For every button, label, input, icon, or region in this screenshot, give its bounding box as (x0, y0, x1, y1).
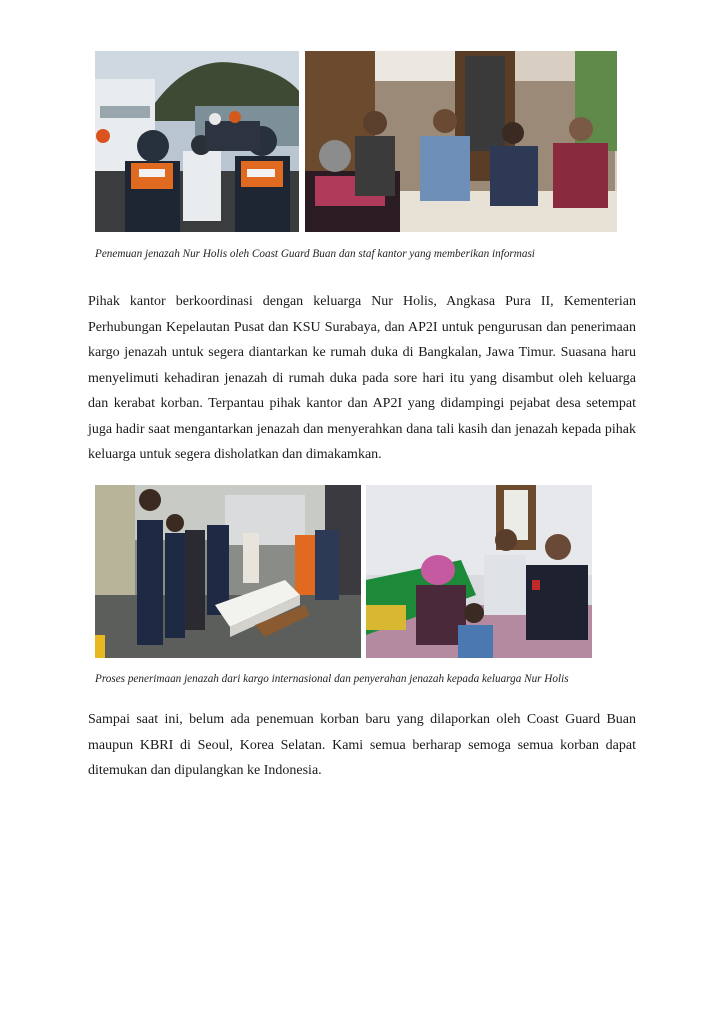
body-paragraph: Sampai saat ini, belum ada penemuan korban baru yang dilaporkan oleh Coast Guard Buan maupun KBRI di Seoul, Korea Selatan. Kami semua berharap semoga semua korban dapat ditemukan dan dipulangkan ke Indonesia. (88, 712, 636, 778)
figure-caption: Proses penerimaan jenazah dari kargo internasional dan penyerahan jenazah kepada keluarga Nur Holis (95, 673, 569, 685)
photo-cargo-terminal (95, 485, 361, 658)
photo-family-living-room (305, 51, 617, 232)
photo-coast-guard-harbor (95, 51, 299, 232)
photo-casket-handover (366, 485, 592, 658)
figure-caption: Penemuan jenazah Nur Holis oleh Coast Guard Buan dan staf kantor yang memberikan informasi (95, 248, 535, 260)
body-paragraph: Pihak kantor berkoordinasi dengan keluarga Nur Holis, Angkasa Pura II, Kementerian Perhubungan Kepelautan Pusat dan KSU Surabaya, dan AP2I untuk pengurusan dan penerimaan kargo jenazah untuk segera diantarkan ke rumah duka di Bangkalan, Jawa Timur. Suasana haru menyelimuti kehadiran jenazah di rumah duka pada sore hari itu yang disambut oleh keluarga dan kerabat korban. Terpantau pihak kantor dan AP2I yang didampingi pejabat desa setempat juga hadir saat mengantarkan jenazah dan menyerahkan dana tali kasih dan jenazah kepada pihak keluarga untuk segera disholatkan dan dimakamkan. (88, 294, 636, 462)
